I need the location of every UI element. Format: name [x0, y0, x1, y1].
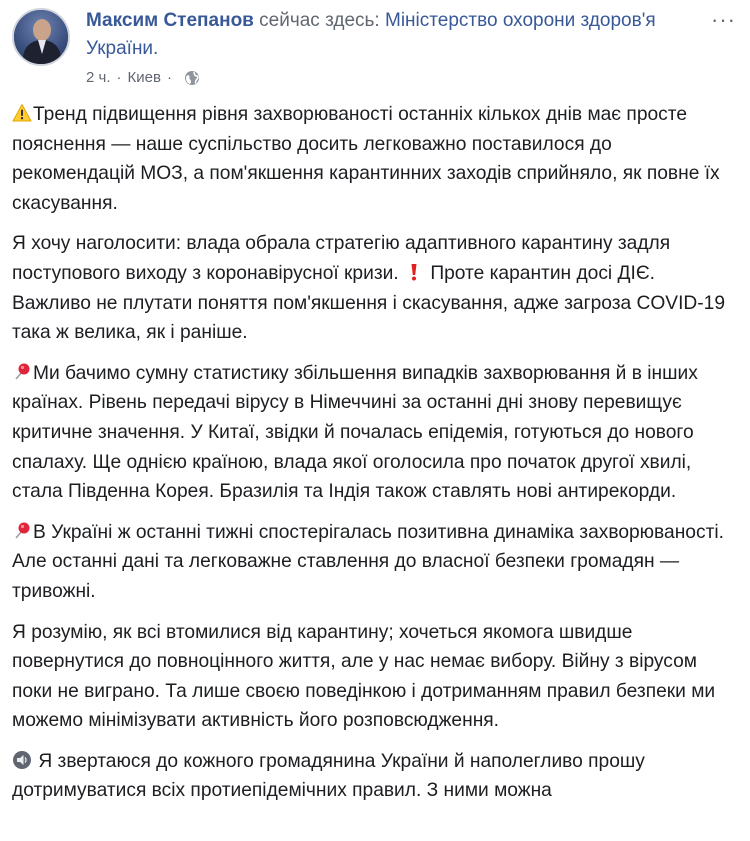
meta-separator: ·: [116, 69, 122, 86]
timestamp-link[interactable]: 2 ч.: [86, 69, 111, 86]
globe-icon[interactable]: [184, 70, 200, 86]
paragraph-text: Тренд підвищення рівня захворюваності останніх кількох днів має просте пояснення — наше суспільство досить легковажно поставилося до рекомендацій МОЗ, а пом'якшення карантинних заходів сприйняло, як повне їх скасування.: [12, 104, 720, 214]
paragraph: [12, 747, 738, 806]
speaker-icon: [12, 750, 32, 770]
paragraph: [12, 618, 738, 736]
post-title: [86, 7, 706, 63]
post-body: [12, 100, 738, 817]
location-link[interactable]: Киев: [127, 69, 161, 86]
place-link[interactable]: Міністерство охорони здоров'я України.: [86, 10, 656, 59]
paragraph-text: Проте карантин досі ДІЄ. Важливо не плутати поняття пом'якшення і скасування, адже загроза COVID-19 така ж велика, як і раніше.: [12, 262, 726, 344]
activity-text: сейчас здесь:: [259, 10, 380, 31]
author-name-link[interactable]: Максим Степанов: [86, 10, 254, 31]
paragraph-text: Я розумію, як всі втомилися від карантину; хочеться якомога швидше повернутися до повноцінного життя, але у нас немає вибору. Війну з вірусом поки не виграно. Та лише своєю поведінкою і дотриманням правил безпеки ми можемо мінімізувати активність його розповсюдження.: [12, 621, 716, 732]
paragraph: [12, 518, 738, 607]
author-avatar[interactable]: [12, 8, 70, 66]
paragraph-text: В Україні ж останні тижні спостерігалась позитивна динаміка захворюваності. Але останні дані та легковажне ставлення до власної безпеки громадян — тривожні.: [12, 521, 724, 602]
paragraph: [12, 359, 738, 507]
paragraph: [12, 100, 738, 218]
paragraph-text: Я хочу наголосити: влада обрала стратегію адаптивного карантину задля поступового виходу з коронавірусної кризи.: [12, 233, 671, 284]
pushpin-icon: [12, 521, 32, 541]
paragraph-text: Я звертаюся до кожного громадянина України й наполегливо прошу дотримуватися всіх протиепідемічних правил. З ними можна: [12, 750, 645, 802]
paragraph-text: Ми бачимо сумну статистику збільшення випадків захворювання й в інших країнах. Рівень передачі вірусу в Німеччині за останні дні знову перевищує критичне значення. У Китаї, звідки й почалась епідемія, готуються до нового спалаху. Ще однією країною, влада якої оголосила про початок другої хвилі, стала Південна Корея. Бразилія та Індія також ставлять нові антирекорди.: [12, 362, 698, 503]
paragraph: [12, 229, 738, 347]
pushpin-icon: [12, 362, 32, 382]
post-meta: [86, 68, 200, 88]
more-options-button[interactable]: ···: [711, 7, 736, 32]
meta-separator: ·: [166, 69, 172, 86]
red-exclamation-icon: [404, 262, 424, 282]
post-header: [12, 4, 742, 90]
warning-emoji-icon: [12, 103, 32, 123]
